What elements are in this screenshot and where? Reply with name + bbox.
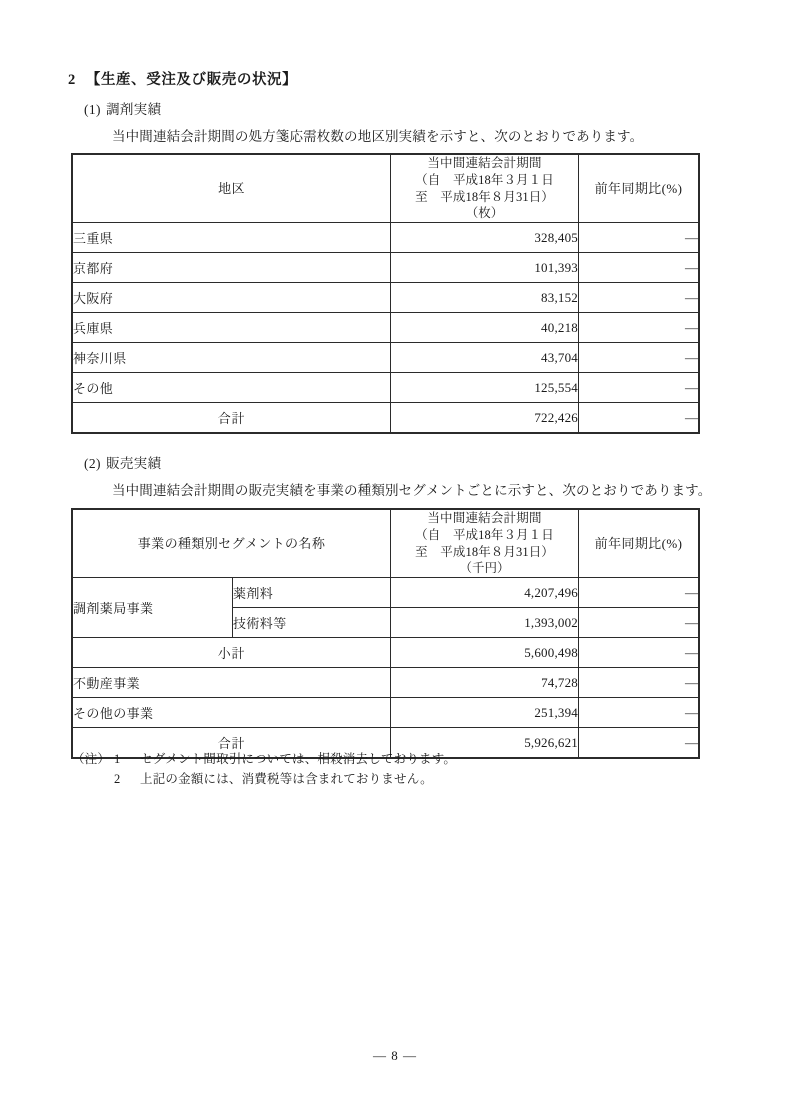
table2-subtotal-label: 小計 xyxy=(73,638,391,668)
table1-total-ratio: — xyxy=(579,403,699,433)
table1-header-period xyxy=(391,155,579,223)
table1-row5-value: 125,554 xyxy=(391,373,579,403)
table-subtotal-row xyxy=(73,638,699,668)
note-index-1: 1 xyxy=(114,752,121,766)
table-row xyxy=(73,283,699,313)
table2-group-item1-value: 1,393,002 xyxy=(391,608,579,638)
table1-row3-label: 兵庫県 xyxy=(73,313,391,343)
table2-group-item1-ratio: — xyxy=(579,608,699,638)
table1-total-label: 合計 xyxy=(73,403,391,433)
table2-group-item0-ratio: — xyxy=(579,578,699,608)
table-row xyxy=(73,223,699,253)
table1-header-period-line1: 当中間連結会計期間 xyxy=(427,156,542,170)
table1-header-period-line3: 至 平成18年８月31日） xyxy=(415,189,554,204)
section-heading xyxy=(68,68,297,89)
table1-header-period-line2: （自 平成18年３月１日 xyxy=(415,172,554,187)
table2-row1-value: 251,394 xyxy=(391,698,579,728)
table2-total-label: 合計 xyxy=(73,728,391,758)
table2-subtotal-value: 5,600,498 xyxy=(391,638,579,668)
subsection-heading-2 xyxy=(84,452,162,472)
table-header-row xyxy=(73,155,699,223)
table1-header-yoy: 前年同期比(%) xyxy=(579,155,699,223)
section-number: 2 xyxy=(68,72,76,88)
sales-results-table xyxy=(72,509,699,758)
table2-header-period-line1: 当中間連結会計期間 xyxy=(427,511,542,525)
subsection-heading-1 xyxy=(84,98,162,118)
subsection-number-1: (1) xyxy=(84,102,101,117)
table-row xyxy=(73,698,699,728)
table1-row4-ratio: — xyxy=(579,343,699,373)
table1-row2-label: 大阪府 xyxy=(73,283,391,313)
table2-row0-value: 74,728 xyxy=(391,668,579,698)
table2-group-item0-label: 薬剤料 xyxy=(233,578,391,608)
table2-row1-ratio: — xyxy=(579,698,699,728)
note-item xyxy=(72,749,456,769)
table1-row3-ratio: — xyxy=(579,313,699,343)
note-index-2: 2 xyxy=(114,772,121,787)
table1-row1-value: 101,393 xyxy=(391,253,579,283)
table-row xyxy=(73,343,699,373)
page-footer xyxy=(0,1048,790,1064)
table2-total-ratio: — xyxy=(579,728,699,758)
table-row xyxy=(73,373,699,403)
table-total-row xyxy=(73,403,699,433)
note-tag: （注） xyxy=(72,752,111,766)
table1-row3-value: 40,218 xyxy=(391,313,579,343)
subsection-lead-2: 当中間連結会計期間の販売実績を事業の種類別セグメントごとに示すと、次のとおりであります。 xyxy=(112,483,712,498)
table1-row5-label: その他 xyxy=(73,373,391,403)
table-row xyxy=(73,313,699,343)
table1-header-region: 地区 xyxy=(73,155,391,223)
table2-total-value: 5,926,621 xyxy=(391,728,579,758)
table2-header-segment: 事業の種類別セグメントの名称 xyxy=(73,510,391,578)
table1-total-value: 722,426 xyxy=(391,403,579,433)
table2-header-period-unit: （千円） xyxy=(459,561,510,576)
table-row xyxy=(73,668,699,698)
table1-row0-label: 三重県 xyxy=(73,223,391,253)
table-notes xyxy=(72,749,456,790)
table1-row5-ratio: — xyxy=(579,373,699,403)
table2-group-item1-label: 技術料等 xyxy=(233,608,391,638)
table2-row0-label: 不動産事業 xyxy=(73,668,391,698)
section-title: 【生産、受注及び販売の状況】 xyxy=(85,72,298,88)
subsection-title-2: 販売実績 xyxy=(105,456,162,471)
table2-row0-ratio: — xyxy=(579,668,699,698)
table2-header-period-line2: （自 平成18年３月１日 xyxy=(415,527,554,542)
table-header-row xyxy=(73,510,699,578)
page-number: — 8 — xyxy=(373,1048,417,1063)
table2-row1-label: その他の事業 xyxy=(73,698,391,728)
table1-row4-label: 神奈川県 xyxy=(73,343,391,373)
table2-group-label: 調剤薬局事業 xyxy=(73,578,233,638)
dispensing-results-table xyxy=(72,154,699,433)
subsection-title-1: 調剤実績 xyxy=(105,102,162,117)
note-item xyxy=(72,769,456,789)
table2-header-yoy: 前年同期比(%) xyxy=(579,510,699,578)
table1-row1-ratio: — xyxy=(579,253,699,283)
table1-row2-value: 83,152 xyxy=(391,283,579,313)
note-text-2: 上記の金額には、消費税等は含まれておりません。 xyxy=(140,772,433,787)
table1-row1-label: 京都府 xyxy=(73,253,391,283)
table2-group-item0-value: 4,207,496 xyxy=(391,578,579,608)
note-text-1: セグメント間取引については、相殺消去しております。 xyxy=(140,752,457,766)
table1-row0-value: 328,405 xyxy=(391,223,579,253)
table2-header-period xyxy=(391,510,579,578)
table2-header-period-line3: 至 平成18年８月31日） xyxy=(415,544,554,559)
table-row xyxy=(73,253,699,283)
table2-subtotal-ratio: — xyxy=(579,638,699,668)
table1-row4-value: 43,704 xyxy=(391,343,579,373)
table1-row2-ratio: — xyxy=(579,283,699,313)
subsection-lead-1: 当中間連結会計期間の処方箋応需枚数の地区別実績を示すと、次のとおりであります。 xyxy=(112,129,644,144)
table-row xyxy=(73,578,699,608)
subsection-number-2: (2) xyxy=(84,456,101,471)
table1-header-period-unit: （枚） xyxy=(465,206,504,221)
table1-row0-ratio: — xyxy=(579,223,699,253)
